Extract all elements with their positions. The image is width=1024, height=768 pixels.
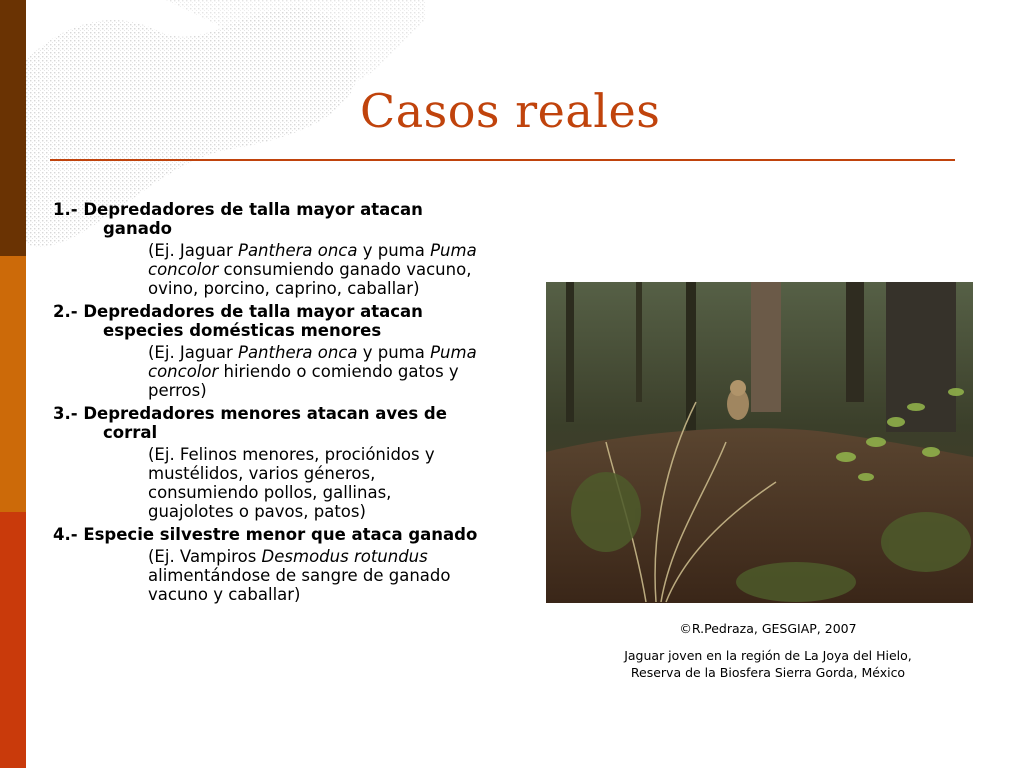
desc-text: y puma (357, 343, 431, 362)
case-item-1 (53, 200, 478, 298)
slide-title: Casos reales (360, 84, 661, 138)
scientific-name: Puma concolor (148, 241, 477, 279)
scientific-name: Panthera onca (238, 343, 358, 362)
jaguar-photo (546, 282, 973, 603)
case-heading: 1.- Depredadores de talla mayor atacan ganado (53, 200, 423, 238)
desc-text: y puma (357, 241, 431, 260)
case-description (148, 547, 478, 604)
stripe-middle (0, 256, 26, 512)
photo-credit: ©R.Pedraza, GESGIAP, 2007 (679, 621, 857, 636)
photo-caption: Jaguar joven en la región de La Joya del Hielo, Reserva de la Biosfera Sierra Gorda, México (624, 648, 912, 680)
case-item-3 (53, 404, 478, 521)
scientific-name: Desmodus rotundus (261, 547, 428, 566)
scientific-name: Puma concolor (148, 343, 477, 381)
cases-list (53, 200, 478, 608)
case-heading: 2.- Depredadores de talla mayor atacan especies domésticas menores (53, 302, 423, 340)
desc-text: alimentándose de sangre de ganado vacuno y caballar) (148, 566, 451, 604)
desc-text: (Ej. Felinos menores, prociónidos y mustélidos, varios géneros, consumiendo pollos, gallinas, guajolotes o pavos, patos) (148, 445, 435, 521)
stripe-top (0, 0, 26, 256)
scientific-name: Panthera onca (238, 241, 358, 260)
case-item-4 (53, 525, 478, 604)
case-heading: 4.- Especie silvestre menor que ataca ganado (53, 525, 478, 544)
case-description (148, 241, 478, 298)
desc-text: (Ej. Jaguar (148, 343, 238, 362)
stripe-bottom (0, 512, 26, 768)
case-description (148, 343, 478, 400)
case-heading: 3.- Depredadores menores atacan aves de corral (53, 404, 447, 442)
desc-text: (Ej. Jaguar (148, 241, 238, 260)
desc-text: (Ej. Vampiros (148, 547, 262, 566)
forest-image (546, 282, 973, 603)
desc-text: consumiendo ganado vacuno, ovino, porcino, caprino, caballar) (148, 260, 472, 298)
desc-text: hiriendo o comiendo gatos y perros) (148, 362, 459, 400)
case-item-2 (53, 302, 478, 400)
case-description (148, 445, 478, 521)
title-divider (50, 159, 955, 161)
